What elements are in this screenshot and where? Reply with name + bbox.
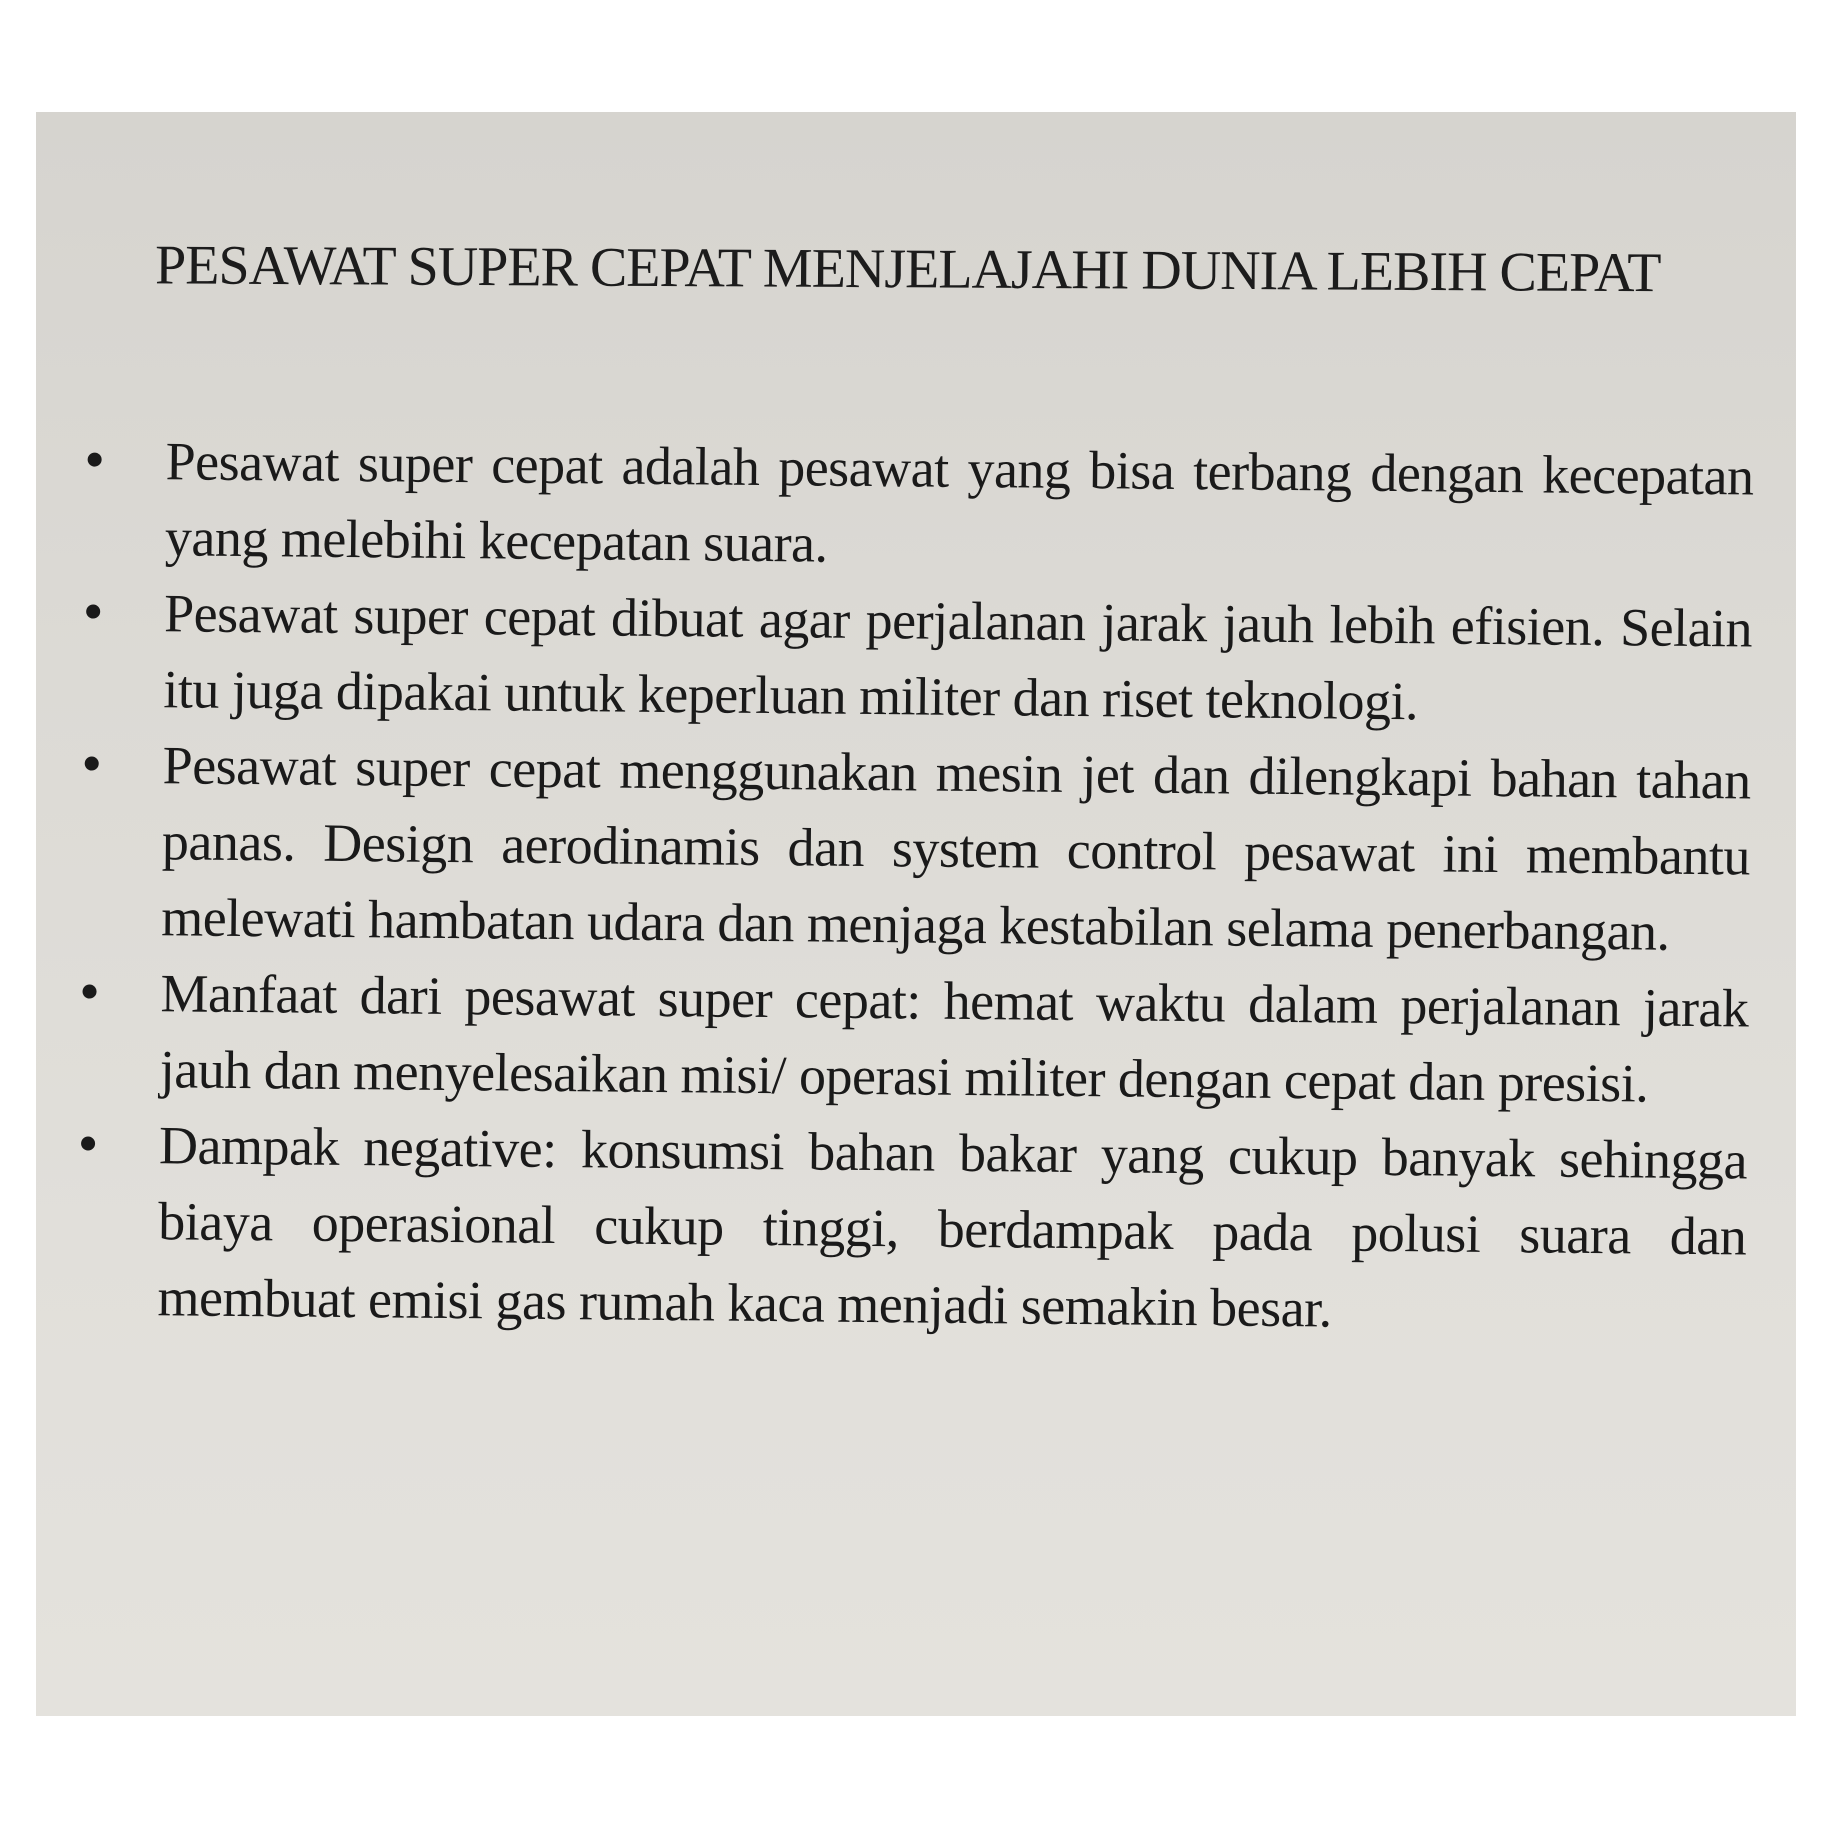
bullet-icon <box>88 452 102 466</box>
bullet-text: Pesawat super cepat dibuat agar perjalanan jarak jauh lebih efisien. Selain itu juga dipakai untuk keperluan militer dan riset teknologi. <box>163 583 1753 732</box>
bullet-icon <box>86 604 100 618</box>
bullet-item-4 <box>29 954 1748 1122</box>
bullet-icon <box>81 1136 95 1150</box>
bullet-icon <box>85 756 99 770</box>
bullet-item-3 <box>31 726 1751 970</box>
bullet-item-1 <box>35 422 1754 590</box>
bullet-text: Pesawat super cepat menggunakan mesin jet dan dilengkapi bahan tahan panas. Design aerodinamis dan system control pesawat ini membantu melewati hambatan udara dan menjaga kestabilan selama penerbangan. <box>160 735 1751 962</box>
bullet-text: Dampak negative: konsumsi bahan bakar yang cukup banyak sehingga biaya operasional cukup tinggi, berdampak pada polusi suara dan membuat emisi gas rumah kaca menjadi semakin besar. <box>157 1115 1748 1339</box>
bullet-text: Manfaat dari pesawat super cepat: hemat waktu dalam perjalanan jarak jauh dan menyelesaikan misi/ operasi militer dengan cepat dan presisi. <box>159 963 1749 1114</box>
document-title: PESAWAT SUPER CEPAT MENJELAJAHI DUNIA LEBIH CEPAT <box>154 234 1661 305</box>
bullet-item-5 <box>27 1106 1747 1350</box>
bullet-list <box>27 422 1796 1351</box>
bullet-item-2 <box>33 574 1752 742</box>
bullet-icon <box>82 984 96 998</box>
document-page <box>36 112 1796 1716</box>
bullet-text: Pesawat super cepat adalah pesawat yang bisa terbang dengan kecepatan yang melebihi kecepatan suara. <box>164 431 1754 574</box>
